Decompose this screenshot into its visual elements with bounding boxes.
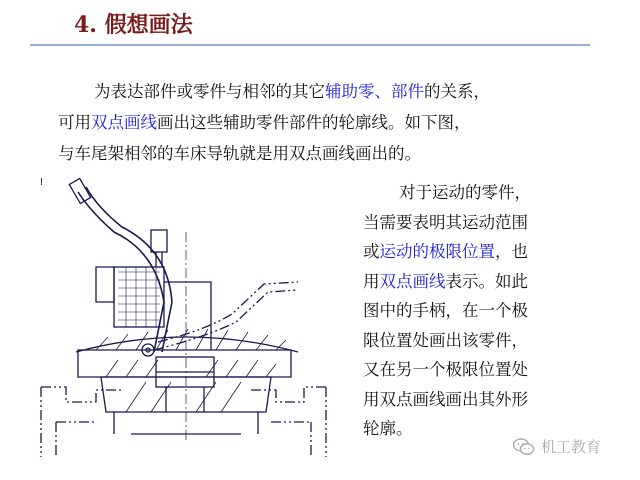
- body-text: 用双点画线画出其外形: [363, 389, 528, 409]
- tailstock-drawing: [36, 172, 336, 462]
- body-text: 与车尾架相邻的车床导轨就是用双点画线画出的。: [58, 144, 421, 163]
- body-text: ，也: [495, 242, 528, 261]
- body-text: 用: [363, 271, 380, 291]
- watermark: [513, 436, 601, 457]
- body-text: 为表达部件或零件与相邻的其它: [94, 82, 325, 101]
- side-line-3: [363, 237, 613, 267]
- side-line-6: [363, 326, 613, 356]
- highlight-text: 双点画线: [91, 113, 157, 132]
- base-outline: [78, 350, 291, 377]
- body-text: 或: [363, 242, 380, 261]
- side-line-8: [363, 385, 613, 415]
- highlight-text: 双点画线: [379, 271, 446, 291]
- lathe-bed-phantom: [41, 387, 326, 457]
- figure-marker: I: [40, 177, 43, 188]
- body-text: 当需要表明其运动范围: [363, 212, 528, 232]
- body-text: 又在另一个极限位置处: [363, 360, 528, 379]
- side-line-2: [363, 208, 613, 238]
- body-text: 画出这些辅助零件部件的轮廓线。如下图，: [157, 113, 471, 132]
- intro-paragraph: [58, 76, 618, 169]
- side-line-1: [363, 178, 613, 208]
- intro-line-3: [58, 138, 618, 169]
- side-line-7: [363, 355, 613, 385]
- body-text: 轮廓。: [363, 419, 413, 438]
- title-underline: [30, 44, 590, 46]
- side-line-5: [363, 296, 613, 326]
- handle-phantom: [154, 282, 298, 350]
- side-paragraph: [363, 178, 613, 444]
- body-text: 图中的手柄，在一个极: [363, 301, 528, 320]
- intro-line-1: [58, 76, 618, 107]
- body-text: 限位置处画出该零件，: [363, 330, 528, 350]
- watermark-text: 机工教育: [541, 438, 602, 456]
- body-text: 表示。如此: [445, 271, 528, 291]
- body-text: 可用: [58, 113, 91, 132]
- body-text: 对于运动的零件，: [399, 183, 531, 202]
- highlight-text: 运动的极限位置: [379, 242, 495, 261]
- wechat-icon: [513, 438, 535, 456]
- body-text: 的关系，: [424, 82, 490, 101]
- intro-line-2: [58, 107, 618, 138]
- side-line-4: [363, 267, 613, 297]
- highlight-text: 辅助零、部件: [325, 82, 424, 101]
- slide-title: 4. 假想画法: [74, 12, 193, 38]
- top-knob: [151, 230, 167, 252]
